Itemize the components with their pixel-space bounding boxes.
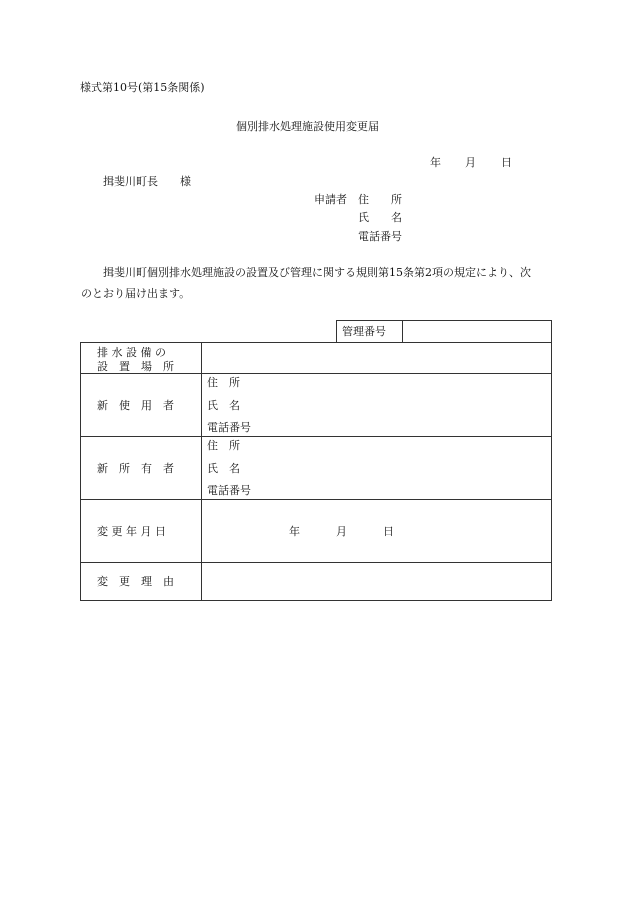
new-user-address-label: 住 所	[207, 376, 240, 389]
table-rule	[80, 436, 552, 437]
new-user-label: 新 使 用 者	[97, 399, 174, 412]
body-text-line-1: 揖斐川町個別排水処理施設の設置及び管理に関する規則第15条第2項の規定により、次	[103, 266, 531, 279]
table-rule	[80, 600, 552, 601]
table-rule	[336, 320, 552, 321]
addressee: 揖斐川町長 様	[103, 175, 191, 188]
new-user-phone-label: 電話番号	[207, 421, 251, 434]
location-label-line-1: 排 水 設 備 の	[97, 346, 166, 359]
date-month-unit: 月	[465, 156, 476, 169]
table-rule	[80, 373, 552, 374]
body-text-line-2: のとおり届け出ます。	[81, 287, 191, 300]
location-label-line-2: 設 置 場 所	[97, 360, 174, 373]
applicant-label: 申請者	[314, 193, 347, 206]
applicant-phone-label: 電話番号	[358, 230, 402, 243]
new-user-name-label: 氏 名	[207, 399, 240, 412]
management-number-label: 管理番号	[342, 325, 386, 338]
new-owner-label: 新 所 有 者	[97, 462, 174, 475]
table-rule	[402, 320, 403, 343]
table-rule	[551, 320, 552, 601]
table-rule	[80, 562, 552, 563]
change-date-label: 変 更 年 月 日	[97, 525, 166, 538]
form-title: 個別排水処理施設使用変更届	[236, 120, 379, 133]
applicant-address-label: 住 所	[358, 193, 402, 206]
change-reason-label: 変 更 理 由	[97, 575, 174, 588]
change-date-day-unit: 日	[383, 525, 394, 538]
form-number: 様式第10号(第15条関係)	[80, 81, 205, 94]
table-rule	[80, 342, 552, 343]
new-owner-address-label: 住 所	[207, 439, 240, 452]
change-date-month-unit: 月	[336, 525, 347, 538]
table-rule	[201, 342, 202, 601]
change-date-year-unit: 年	[289, 525, 300, 538]
date-year-unit: 年	[430, 156, 441, 169]
new-owner-name-label: 氏 名	[207, 462, 240, 475]
table-rule	[336, 320, 337, 343]
date-day-unit: 日	[501, 156, 512, 169]
applicant-name-label: 氏 名	[358, 211, 402, 224]
table-rule	[80, 342, 81, 601]
new-owner-phone-label: 電話番号	[207, 484, 251, 497]
table-rule	[80, 499, 552, 500]
